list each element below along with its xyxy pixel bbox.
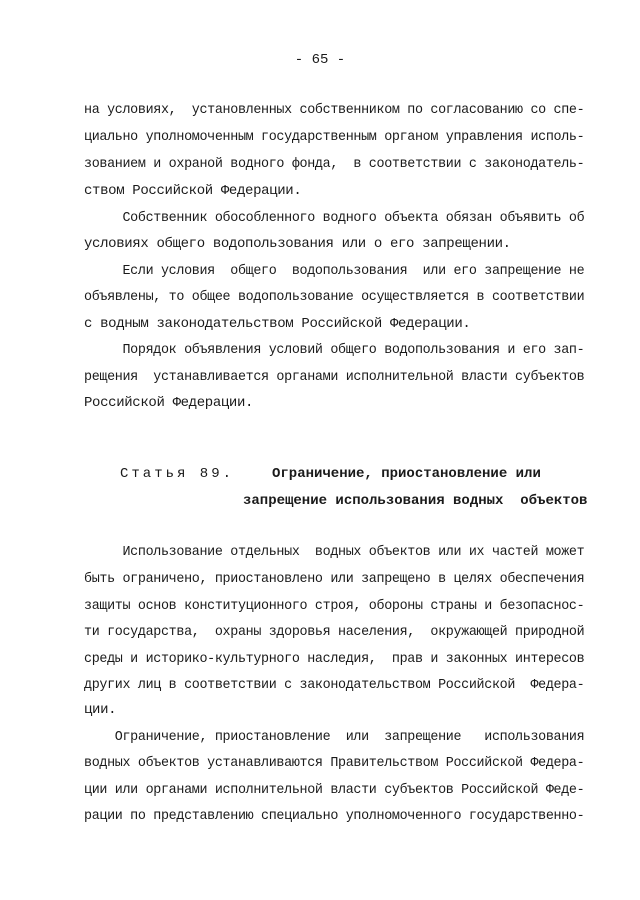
page-number: - 65 - (294, 52, 346, 68)
text-line: с водным законодательством Российской Федерации. (84, 316, 471, 332)
article-title-line1: Ограничение, приостановление или (272, 466, 541, 482)
text-line: защиты основ конституционного строя, обороны страны и безопаснос- (84, 598, 585, 614)
text-line: водных объектов устанавливаются Правительством Российской Федера- (84, 755, 585, 771)
text-line: циально уполномоченным государственным органом управления исполь- (84, 129, 585, 145)
article-label: Статья 89. (120, 466, 235, 482)
text-line: на условиях, установленных собственником по согласованию со спе- (84, 102, 585, 118)
text-line: Использование отдельных водных объектов или их частей может (84, 544, 585, 560)
text-line: среды и историко-культурного наследия, прав и законных интересов (84, 651, 585, 667)
text-line: рещения устанавливается органами исполнительной власти субъектов (84, 369, 585, 385)
text-line: ции. (84, 702, 117, 718)
text-line: ти государства, охраны здоровья населения, окружающей природной (84, 624, 585, 640)
text-line: ции или органами исполнительной власти субъектов Российской Феде- (84, 782, 585, 798)
article-title-line2: запрещение использования водных объектов (243, 493, 588, 509)
text-line: рации по представлению специально уполномоченного государственно- (84, 808, 585, 824)
text-line: объявлены, то общее водопользование осуществляется в соответствии (84, 289, 585, 305)
text-line: Порядок объявления условий общего водопользования и его зап- (84, 342, 585, 358)
text-line: Если условия общего водопользования или его запрещение не (84, 263, 585, 279)
text-line: других лиц в соответствии с законодательством Российской Федера- (84, 677, 585, 693)
text-line: Собственник обособленного водного объекта обязан объявить об (84, 210, 585, 226)
text-line: зованием и охраной водного фонда, в соответствии с законодатель- (84, 156, 585, 172)
text-line: Ограничение, приостановление или запрещение использования (84, 729, 585, 745)
text-line: быть ограничено, приостановлено или запрещено в целях обеспечения (84, 571, 585, 587)
text-line: ством Российской Федерации. (84, 183, 302, 199)
text-line: Российской Федерации. (84, 395, 254, 411)
text-line: условиях общего водопользования или о его запрещении. (84, 236, 511, 252)
